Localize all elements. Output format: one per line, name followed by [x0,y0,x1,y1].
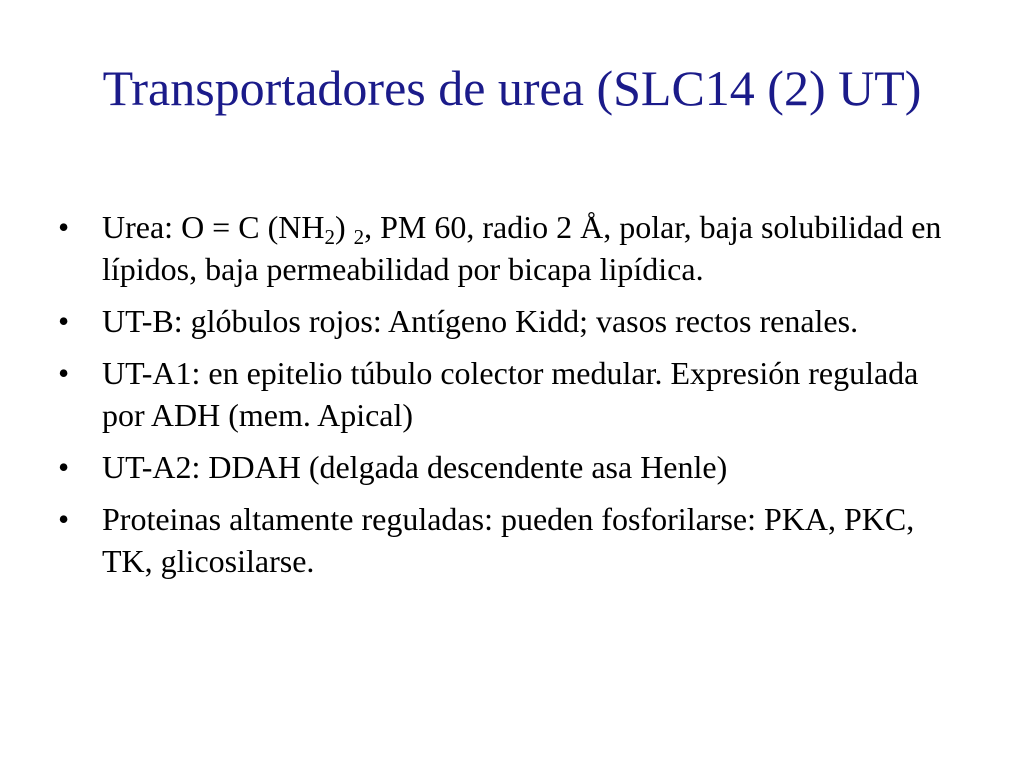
bullet-ut-a1 [58,352,968,436]
ut-a1-text: UT-A1: en epitelio túbulo colector medular. Expresión regulada por ADH (mem. Apical) [102,355,919,433]
bullet-dot-icon: • [58,303,70,339]
urea-text-suffix: , PM 60, radio 2 Å, polar, baja solubilidad en lípidos, baja permeabilidad por bicapa lipídica. [102,209,942,287]
bullet-dot-icon: • [58,449,70,485]
urea-subscript-2: 2 [353,225,365,249]
bullet-ut-b [58,300,968,342]
ut-a2-text: UT-A2: DDAH (delgada descendente asa Henle) [102,449,728,485]
ut-b-text: UT-B: glóbulos rojos: Antígeno Kidd; vasos rectos renales. [102,303,859,339]
bullet-urea [58,206,968,290]
urea-subscript-1: 2 [324,225,335,249]
bullet-list [58,206,968,592]
bullet-ut-a2 [58,446,968,488]
bullet-dot-icon: • [58,355,70,391]
proteinas-text: Proteinas altamente reguladas: pueden fosforilarse: PKA, PKC, TK, glicosilarse. [102,501,915,579]
bullet-proteinas [58,498,968,582]
slide-title: Transportadores de urea (SLC14 (2) UT) [102,60,922,116]
bullet-dot-icon: • [58,501,70,537]
urea-text-prefix: Urea: O = C (NH [102,209,325,245]
bullet-dot-icon: • [58,209,70,245]
urea-text-mid: ) [334,209,354,245]
